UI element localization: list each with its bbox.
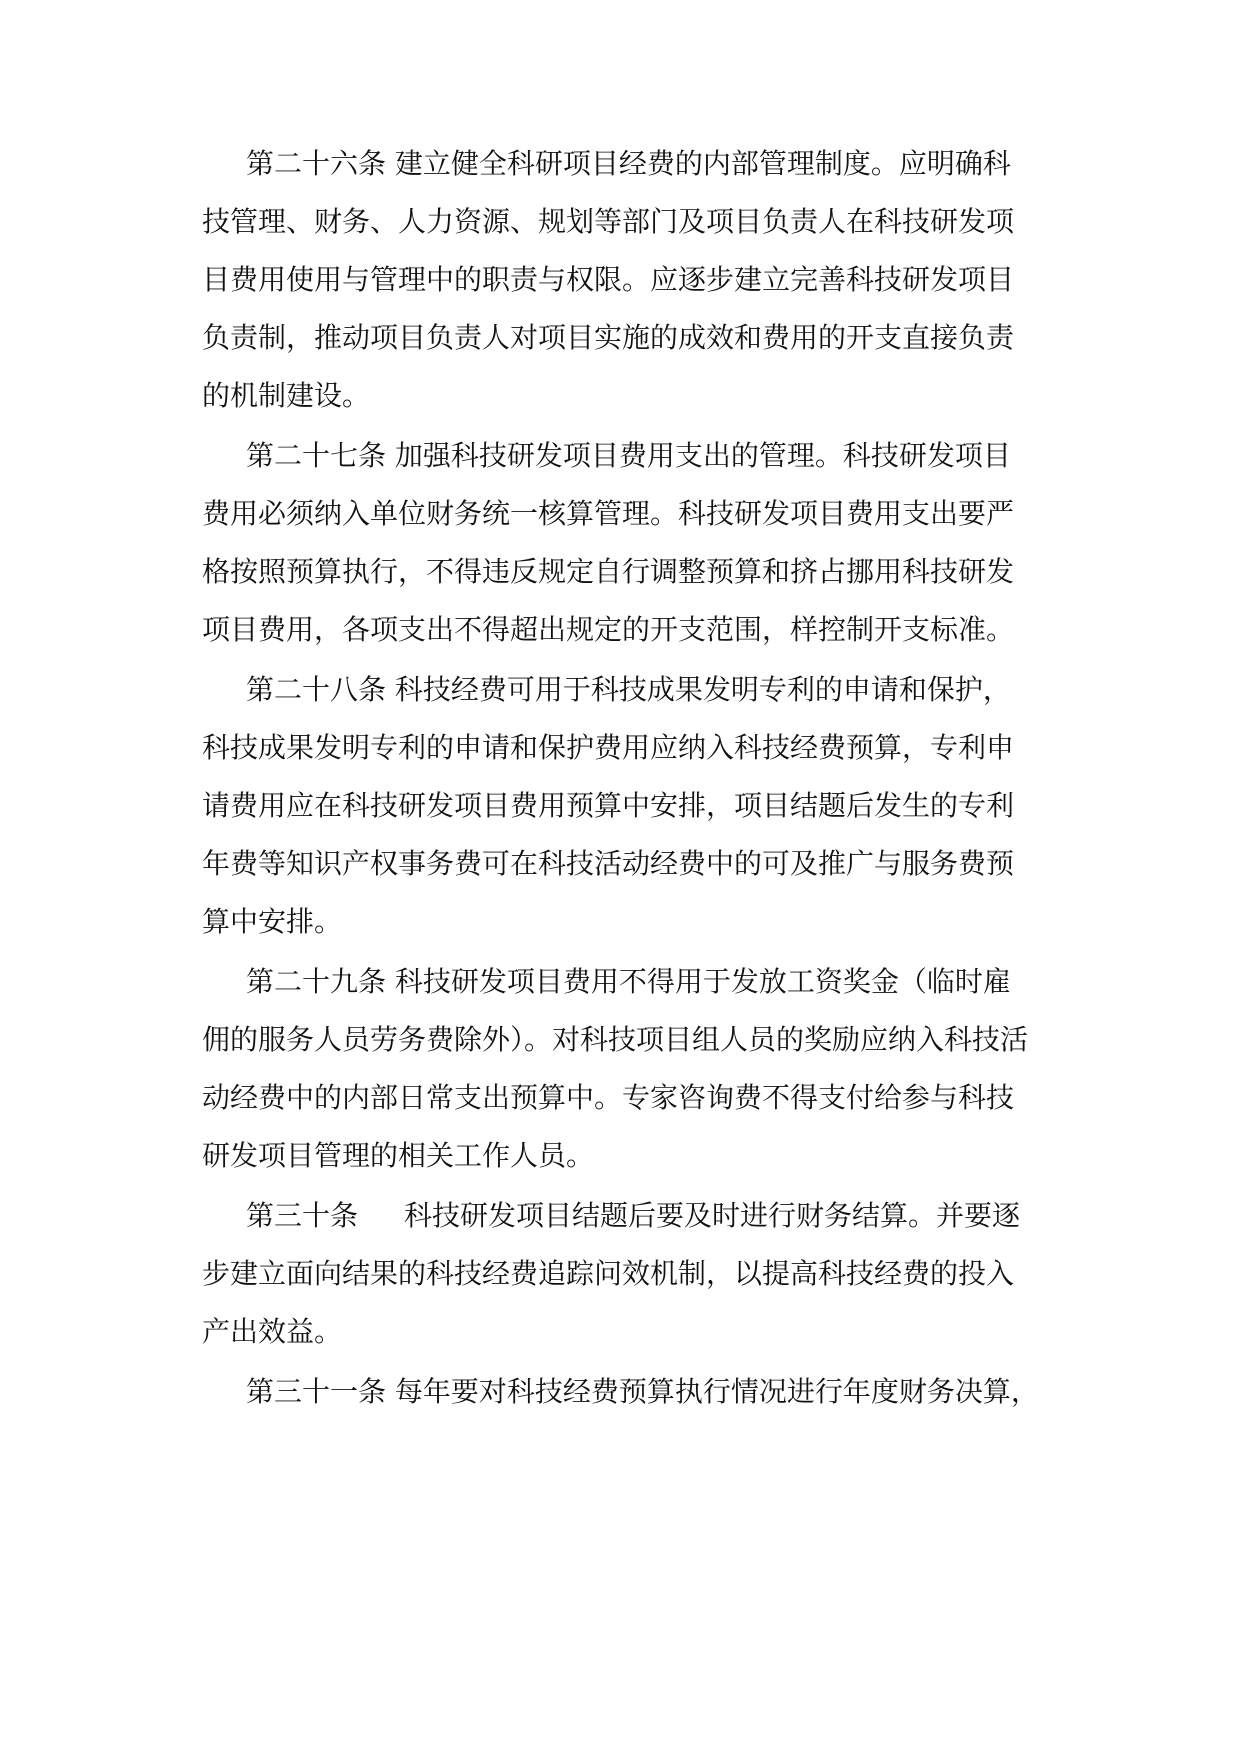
article-26-line-1: [246, 144, 1011, 184]
article-29-line-4: 研发项目管理的相关工作人员。: [202, 1139, 595, 1172]
article-number: 第二十八条: [246, 673, 387, 706]
article-27-line-4: 项目费用，各项支出不得超出规定的开支范围，样控制开支标准。: [202, 613, 1015, 646]
article-28-line-5: 算中安排。: [202, 905, 343, 938]
article-26-line-2: 技管理、财务、人力资源、规划等部门及项目负责人在科技研发项: [202, 205, 1015, 238]
article-28-line-3: 请费用应在科技研发项目费用预算中安排，项目结题后发生的专利: [202, 789, 1015, 822]
paragraph-text: 每年要对科技经费预算执行情况进行年度财务决算，: [386, 1375, 1039, 1408]
article-number: 第二十六条: [246, 147, 387, 180]
paragraph-text: 建立健全科研项目经费的内部管理制度。应明确科: [386, 147, 1011, 180]
article-number: 第二十九条: [246, 965, 387, 998]
article-number: 第二十七条: [246, 439, 387, 472]
article-30-line-1: [246, 1196, 1020, 1236]
article-26-line-3: 目费用使用与管理中的职责与权限。应逐步建立完善科技研发项目: [202, 263, 1015, 296]
article-28-line-4: 年费等知识产权事务费可在科技活动经费中的可及推广与服务费预: [202, 847, 1015, 880]
article-number: 第三十条: [246, 1199, 359, 1232]
article-29-line-1: [246, 962, 1011, 1002]
article-31-line-1: [246, 1372, 1039, 1412]
article-26-line-5: 的机制建设。: [202, 379, 371, 412]
article-28-line-2: 科技成果发明专利的申请和保护费用应纳入科技经费预算，专利申: [202, 731, 1015, 764]
article-27-line-3: 格按照预算执行，不得违反规定自行调整预算和挤占挪用科技研发: [202, 555, 1015, 588]
article-27-line-1: [246, 436, 1011, 476]
paragraph-text: 科技研发项目结题后要及时进行财务结算。并要逐: [404, 1199, 1021, 1232]
article-28-line-1: [246, 670, 1011, 710]
article-26-line-4: 负责制，推动项目负责人对项目实施的成效和费用的开支直接负责: [202, 321, 1015, 354]
article-29-line-2: 佣的服务人员劳务费除外）。对科技项目组人员的奖励应纳入科技活: [202, 1023, 1029, 1056]
article-29-line-3: 动经费中的内部日常支出预算中。专家咨询费不得支付给参与科技: [202, 1081, 1015, 1114]
article-27-line-2: 费用必须纳入单位财务统一核算管理。科技研发项目费用支出要严: [202, 497, 1015, 530]
article-number: 第三十一条: [246, 1375, 387, 1408]
article-30-line-2: 步建立面向结果的科技经费追踪问效机制，以提高科技经费的投入: [202, 1257, 1015, 1290]
paragraph-text: 加强科技研发项目费用支出的管理。科技研发项目: [386, 439, 1011, 472]
paragraph-text: 科技经费可用于科技成果发明专利的申请和保护，: [386, 673, 1011, 706]
paragraph-text: 科技研发项目费用不得用于发放工资奖金（临时雇: [386, 965, 1011, 998]
article-30-line-3: 产出效益。: [202, 1315, 343, 1348]
